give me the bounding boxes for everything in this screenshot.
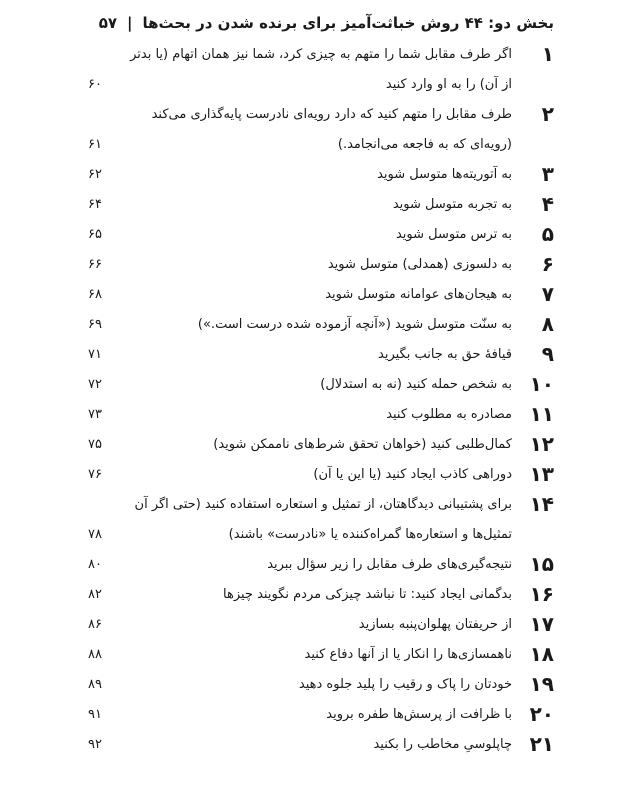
toc-entry[interactable] bbox=[88, 100, 554, 160]
entry-line bbox=[88, 640, 512, 670]
entry-page-number: ۸۰ bbox=[88, 557, 102, 572]
table-of-contents bbox=[88, 40, 554, 760]
entry-title-text: تمثیل‌ها و استعاره‌ها گمراه‌کننده یا «نادرست» باشند) bbox=[228, 527, 512, 542]
entry-title-text: از آن) را به او وارد کنید bbox=[385, 77, 512, 92]
toc-entry[interactable] bbox=[88, 460, 554, 490]
toc-entry[interactable] bbox=[88, 310, 554, 340]
entry-body bbox=[88, 610, 512, 640]
entry-line bbox=[88, 520, 512, 550]
toc-entry[interactable] bbox=[88, 160, 554, 190]
entry-title-text: برای پشتیبانی دیدگاهتان، از تمثیل و استعاره استفاده کنید (حتی اگر آن bbox=[134, 497, 512, 512]
entry-line bbox=[88, 400, 512, 430]
entry-line bbox=[88, 190, 512, 220]
entry-number: ۱۰ bbox=[529, 372, 554, 396]
entry-line bbox=[88, 70, 512, 100]
entry-title-text: به شخص حمله کنید (نه به استدلال) bbox=[320, 377, 512, 392]
entry-number: ۱۵ bbox=[529, 552, 554, 576]
entry-title-text: چاپلوسیِ مخاطب را بکنید bbox=[373, 737, 512, 752]
entry-number: ۲۱ bbox=[529, 732, 554, 756]
toc-entry[interactable] bbox=[88, 490, 554, 550]
entry-line bbox=[88, 220, 512, 250]
entry-title-text: به تجربه متوسل شوید bbox=[392, 197, 512, 212]
entry-title-text: مصادره به مطلوب کنید bbox=[386, 407, 512, 422]
entry-number: ۲۰ bbox=[529, 702, 554, 726]
entry-page-number: ۹۲ bbox=[88, 737, 102, 752]
entry-body bbox=[88, 340, 512, 370]
header-separator: | bbox=[127, 14, 133, 32]
entry-number: ۳ bbox=[541, 162, 554, 186]
entry-body bbox=[88, 490, 512, 550]
entry-number: ۶ bbox=[541, 252, 554, 276]
entry-title-text: دوراهی کاذب ایجاد کنید (یا این یا آن) bbox=[313, 467, 512, 482]
entry-body bbox=[88, 580, 512, 610]
entry-page-number: ۹۱ bbox=[88, 707, 102, 722]
entry-title-text: به آتوریته‌ها متوسل شوید bbox=[377, 167, 512, 182]
entry-number: ۱ bbox=[541, 42, 554, 66]
entry-line bbox=[88, 310, 512, 340]
header-page-number: ۵۷ bbox=[98, 14, 118, 32]
entry-page-number: ۸۲ bbox=[88, 587, 102, 602]
entry-line bbox=[88, 430, 512, 460]
toc-entry[interactable] bbox=[88, 610, 554, 640]
toc-entry[interactable] bbox=[88, 280, 554, 310]
entry-title-text: (رویه‌ای که به فاجعه می‌انجامد.) bbox=[337, 137, 512, 152]
entry-page-number: ۶۶ bbox=[88, 257, 102, 272]
entry-number: ۷ bbox=[541, 282, 554, 306]
entry-page-number: ۸۸ bbox=[88, 647, 102, 662]
entry-page-number: ۸۶ bbox=[88, 617, 102, 632]
entry-page-number: ۶۱ bbox=[88, 137, 102, 152]
entry-number: ۱۴ bbox=[529, 492, 554, 516]
entry-body bbox=[88, 640, 512, 670]
entry-number: ۹ bbox=[541, 342, 554, 366]
entry-page-number: ۶۵ bbox=[88, 227, 102, 242]
toc-entry[interactable] bbox=[88, 40, 554, 100]
entry-body bbox=[88, 40, 512, 100]
entry-number: ۱۱ bbox=[529, 402, 554, 426]
entry-line bbox=[88, 550, 512, 580]
entry-page-number: ۷۱ bbox=[88, 347, 102, 362]
entry-line bbox=[88, 280, 512, 310]
entry-page-number: ۶۰ bbox=[88, 77, 102, 92]
toc-entry[interactable] bbox=[88, 190, 554, 220]
entry-page-number: ۶۸ bbox=[88, 287, 102, 302]
entry-body bbox=[88, 190, 512, 220]
entry-title-text: به هیجان‌های عوامانه متوسل شوید bbox=[325, 287, 512, 302]
entry-number: ۲ bbox=[541, 102, 554, 126]
entry-title-text: طرف مقابل را متهم کنید که دارد رویه‌ای نادرست پایه‌گذاری می‌کند bbox=[151, 107, 512, 122]
toc-entry[interactable] bbox=[88, 700, 554, 730]
entry-number: ۴ bbox=[541, 192, 554, 216]
entry-line bbox=[88, 580, 512, 610]
entry-line bbox=[88, 40, 512, 70]
entry-line bbox=[88, 130, 512, 160]
toc-entry[interactable] bbox=[88, 370, 554, 400]
entry-page-number: ۷۲ bbox=[88, 377, 102, 392]
entry-line bbox=[88, 370, 512, 400]
running-header bbox=[88, 10, 554, 36]
entry-title-text: کمال‌طلبی کنید (خواهان تحقق شرط‌های ناممکن شوید) bbox=[213, 437, 512, 452]
entry-body bbox=[88, 730, 512, 760]
entry-body bbox=[88, 280, 512, 310]
toc-entry[interactable] bbox=[88, 550, 554, 580]
entry-line bbox=[88, 160, 512, 190]
entry-body bbox=[88, 370, 512, 400]
toc-entry[interactable] bbox=[88, 640, 554, 670]
entry-body bbox=[88, 430, 512, 460]
entry-title-text: به ترس متوسل شوید bbox=[395, 227, 512, 242]
entry-page-number: ۸۹ bbox=[88, 677, 102, 692]
entry-body bbox=[88, 400, 512, 430]
entry-page-number: ۷۶ bbox=[88, 467, 102, 482]
toc-entry[interactable] bbox=[88, 670, 554, 700]
entry-line bbox=[88, 700, 512, 730]
entry-page-number: ۷۳ bbox=[88, 407, 102, 422]
toc-entry[interactable] bbox=[88, 580, 554, 610]
entry-title-text: بدگمانی ایجاد کنید: تا نباشد چیزکی مردم نگویند چیزها bbox=[223, 587, 512, 602]
entry-page-number: ۶۹ bbox=[88, 317, 102, 332]
entry-title-text: قیافهٔ حق به جانب بگیرید bbox=[378, 347, 512, 362]
entry-title-text: با ظرافت از پرسش‌ها طفره بروید bbox=[326, 707, 512, 722]
entry-line bbox=[88, 670, 512, 700]
entry-title-text: به دلسوزی (همدلی) متوسل شوید bbox=[327, 257, 512, 272]
entry-title-text: به سنّت متوسل شوید («آنچه آزموده شده درست است.») bbox=[197, 317, 512, 332]
entry-body bbox=[88, 670, 512, 700]
entry-body bbox=[88, 460, 512, 490]
entry-body bbox=[88, 310, 512, 340]
entry-number: ۱۲ bbox=[529, 432, 554, 456]
entry-line bbox=[88, 460, 512, 490]
toc-entry[interactable] bbox=[88, 340, 554, 370]
entry-line bbox=[88, 340, 512, 370]
entry-body bbox=[88, 550, 512, 580]
entry-title-text: از حریفتان پهلوان‌پنبه بسازید bbox=[358, 617, 512, 632]
toc-entry[interactable] bbox=[88, 730, 554, 760]
section-title: بخش دو: ۴۴ روش خباثت‌آمیز برای برنده شدن در بحث‌ها bbox=[142, 14, 554, 32]
entry-number: ۱۳ bbox=[529, 462, 554, 486]
entry-line bbox=[88, 730, 512, 760]
toc-entry[interactable] bbox=[88, 250, 554, 280]
entry-body bbox=[88, 160, 512, 190]
entry-title-text: ناهمسازی‌ها را انکار یا از آنها دفاع کنید bbox=[304, 647, 512, 662]
entry-page-number: ۷۵ bbox=[88, 437, 102, 452]
entry-number: ۸ bbox=[541, 312, 554, 336]
entry-page-number: ۶۲ bbox=[88, 167, 102, 182]
entry-body bbox=[88, 220, 512, 250]
entry-number: ۱۸ bbox=[529, 642, 554, 666]
entry-number: ۱۹ bbox=[529, 672, 554, 696]
entry-number: ۱۶ bbox=[529, 582, 554, 606]
entry-body bbox=[88, 250, 512, 280]
entry-number: ۵ bbox=[541, 222, 554, 246]
toc-entry[interactable] bbox=[88, 430, 554, 460]
entry-title-text: نتیجه‌گیری‌های طرف مقابل را زیر سؤال ببرید bbox=[267, 557, 512, 572]
toc-entry[interactable] bbox=[88, 220, 554, 250]
entry-line bbox=[88, 490, 512, 520]
entry-line bbox=[88, 250, 512, 280]
entry-page-number: ۶۴ bbox=[88, 197, 102, 212]
entry-page-number: ۷۸ bbox=[88, 527, 102, 542]
entry-title-text: خودتان را پاک و رقیب را پلید جلوه دهید bbox=[298, 677, 512, 692]
entry-line bbox=[88, 610, 512, 640]
toc-entry[interactable] bbox=[88, 400, 554, 430]
entry-number: ۱۷ bbox=[529, 612, 554, 636]
entry-body bbox=[88, 100, 512, 160]
entry-body bbox=[88, 700, 512, 730]
entry-title-text: اگر طرف مقابل شما را متهم به چیزی کرد، شما نیز همان اتهام (یا بدتر bbox=[130, 47, 512, 62]
entry-line bbox=[88, 100, 512, 130]
